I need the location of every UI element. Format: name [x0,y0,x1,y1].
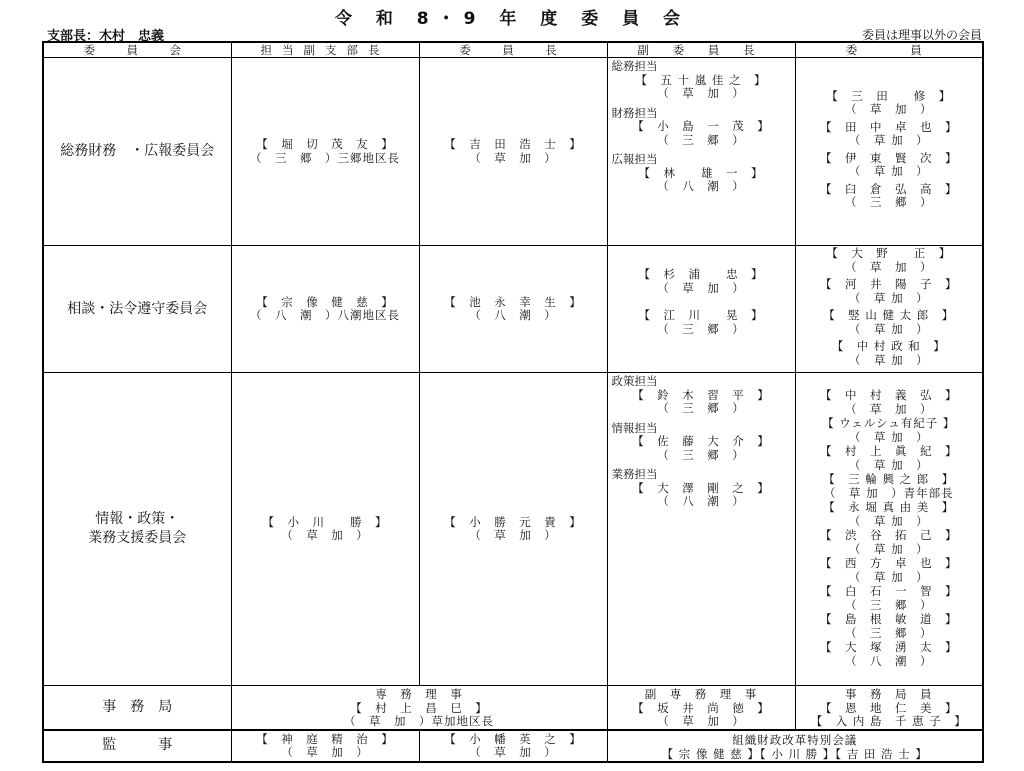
vice-executive-director-title: 副 専 務 理 事 [644,687,758,701]
member-place: （ 草 加 ） [845,259,933,274]
auditor-label [43,730,231,762]
secretariat-row [43,686,983,730]
person-name: 【 小 島 一 茂 】 [632,119,770,133]
member-entry [796,278,983,305]
person-name: 【 池 永 幸 生 】 [444,294,582,309]
person-place: （ 八 潮 ） [657,179,745,193]
executive-director-place: （ 草 加 ）草加地区長 [344,714,494,728]
person-name: 【 鈴 木 習 平 】 [632,387,770,402]
member-entry [796,309,983,336]
person-place: （ 八 潮 ）八潮地区長 [250,308,400,322]
person-name: 【 杉 浦 忠 】 [638,267,764,281]
member-entry [796,501,983,528]
auditor-2-place: （ 草 加 ） [469,745,557,759]
member-place: （ 草 加 ）青年部長 [823,485,954,500]
member-name: 【 白 石 一 智 】 [820,584,958,598]
member-place: （ 草 加 ） [848,541,929,556]
member-place: （ 三 郷 ） [845,195,933,209]
member-entry [796,90,983,117]
vice-executive-director-name: 【 坂 井 尚 徳 】 [632,700,770,715]
auditor-2-name: 【 小 幡 英 之 】 [444,731,582,746]
member-entry [796,389,983,416]
member-entry [796,557,983,584]
member-name: 【 河 井 陽 子 】 [820,277,958,291]
vice-chair-cell [607,246,795,373]
auditor-row [43,730,983,762]
member-name: 【 三 田 修 】 [826,88,952,103]
vice-executive-director-cell [607,686,795,730]
committee-table [42,41,984,763]
member-name: 【 臼 倉 弘 高 】 [820,181,958,196]
person-name: 【 小 勝 元 貴 】 [444,514,582,529]
auditor-2-cell [419,730,607,762]
person-place: （ 八 潮 ） [469,308,557,322]
member-entry [796,183,983,210]
vice-chair-entry [608,422,795,463]
vice-chair-role: 広報担当 [611,152,658,166]
chair-cell [419,246,607,373]
secretariat-staff-1: 【 恩 地 仁 美 】 [820,700,958,715]
vice-chair-role: 業務担当 [611,467,658,481]
vice-chair-cell [607,373,795,686]
member-name: 【 伊 東 賢 次 】 [820,150,958,165]
special-council-title: 組織財政改革特別会議 [732,732,858,747]
member-entry [796,340,983,367]
header-members: 委 員 [795,42,983,58]
member-entry [796,585,983,612]
member-place: （ 草 加 ） [848,133,929,147]
member-name: 【 島 根 敏 道 】 [820,612,958,626]
vice-chair-role: 政策担当 [611,374,658,388]
header-row [43,42,983,58]
header-vice-branch-head: 担当副支部長 [231,42,419,58]
member-place: （ 草 加 ） [848,513,929,528]
person-entry [232,296,419,323]
member-name: 【 渋 谷 拓 己 】 [820,528,958,542]
member-place: （ 草 加 ） [848,457,929,472]
person-entry [420,516,607,543]
committee-row [43,373,983,686]
member-name: 【 三 輪 興 之 郎 】 [823,472,955,486]
member-name: 【 ウェルシュ有紀子 】 [822,416,956,430]
person-name: 【 堀 切 茂 友 】 [256,137,394,151]
person-name: 【 五 十 嵐 佳 之 】 [635,72,767,87]
branch-head: 支部長：木村 忠義 [47,29,165,44]
person-entry [232,138,419,165]
auditor-label-text: 監 事 [102,737,173,753]
person-place: （ 草 加 ） [281,528,369,542]
member-name: 【 大 野 正 】 [826,246,952,260]
person-place: （ 草 加 ） [657,280,745,295]
member-name: 【 田 中 卓 也 】 [820,119,958,134]
member-place: （ 草 加 ） [845,401,933,416]
vice-chair-entry [608,153,795,194]
vice-branch-head-cell [231,373,419,686]
secretariat-staff-cell [795,686,983,730]
vice-chair-entry [608,375,795,416]
vice-chair-role: 情報担当 [611,420,658,435]
committee-name: 情報・政策・ [95,511,180,527]
committee-name: 総務財務 ・広報委員会 [60,143,215,159]
committee-row [43,246,983,373]
vice-chair-entry [608,268,795,295]
person-name: 【 佐 藤 大 介 】 [632,434,770,448]
person-entry [232,516,419,543]
members-cell [795,246,983,373]
member-place: （ 草 加 ） [848,321,929,336]
auditor-1-name: 【 神 庭 精 治 】 [256,731,394,746]
member-place: （ 草 加 ） [848,569,929,584]
secretariat-label [43,686,231,730]
member-name: 【 村 上 眞 紀 】 [820,444,958,458]
person-place: （ 草 加 ） [469,528,557,542]
vice-chair-entry [608,468,795,509]
member-entry [796,152,983,179]
person-place: （ 三 郷 ） [657,401,745,415]
vice-chair-role: 財務担当 [611,105,658,120]
person-place: （ 三 郷 ） [657,447,745,462]
committee-name: 相談・法令遵守委員会 [67,300,208,317]
person-name: 【 宗 像 健 慈 】 [256,294,394,309]
person-place: （ 草 加 ） [657,86,745,100]
executive-director-name: 【 村 上 昌 巳 】 [350,700,488,715]
person-place: （ 草 加 ） [469,150,557,165]
member-name: 【 中 村 政 和 】 [831,339,946,353]
vice-branch-head-cell [231,246,419,373]
member-entry [796,613,983,640]
member-entry [796,121,983,148]
person-name: 【 大 澤 剛 之 】 [632,480,770,495]
person-name: 【 小 川 勝 】 [262,514,388,529]
vice-branch-head-cell [231,58,419,246]
member-name: 【 西 方 卓 也 】 [820,556,958,570]
committee-name-cell [43,58,231,246]
member-place: （ 三 郷 ） [845,625,933,640]
auditor-1-cell [231,730,419,762]
person-entry [420,296,607,323]
header-committee: 委 員 会 [43,42,231,58]
special-council-cell [607,730,983,762]
executive-director-title: 専 務 理 事 [375,687,463,701]
vice-chair-role: 総務担当 [611,59,658,73]
chair-cell [419,58,607,246]
member-entry [796,445,983,472]
vice-chair-entry [608,60,795,101]
committee-name-cell [43,373,231,686]
header-chair: 委 員 長 [419,42,607,58]
member-entry [796,417,983,444]
person-entry [420,138,607,165]
executive-director-cell [231,686,607,730]
member-place: （ 草 加 ） [848,164,929,178]
vice-chair-cell [607,58,795,246]
member-entry [796,641,983,668]
member-entry [796,473,983,500]
member-place: （ 草 加 ） [848,352,929,367]
auditor-1-place: （ 草 加 ） [281,745,369,759]
member-name: 【 中 村 義 弘 】 [820,388,958,402]
person-name: 【 吉 田 浩 士 】 [444,137,582,151]
person-name: 【 江 川 晃 】 [638,308,764,322]
member-place: （ 草 加 ） [845,102,933,116]
secretariat-staff-2: 【 入 内 島 千 恵 子 】 [810,714,967,728]
person-place: （ 三 郷 ）三郷地区長 [250,150,400,165]
member-entry [796,529,983,556]
members-cell [795,373,983,686]
chair-cell [419,373,607,686]
member-name: 【 永 堀 真 由 美 】 [823,500,955,514]
member-note: 委員は理事以外の会員 [861,28,982,42]
committee-name: 業務支援委員会 [88,530,187,546]
member-name: 【 竪 山 健 太 郎 】 [823,308,955,322]
person-name: 【 林 雄 一 】 [638,165,764,180]
committee-name-cell [43,246,231,373]
member-name: 【 大 塚 湧 太 】 [820,640,958,654]
member-entry [796,247,983,274]
vice-chair-entry [608,309,795,336]
member-place: （ 草 加 ） [848,290,929,305]
person-place: （ 三 郷 ） [657,321,745,336]
members-cell [795,58,983,246]
vice-chair-entry [608,107,795,148]
header-vice-chair: 副 委 員 長 [607,42,795,58]
secretariat-staff-title: 事 務 局 員 [845,687,933,701]
special-council-members: 【 宗 像 健 慈 】【 小 川 勝 】【 吉 田 浩 士 】 [661,746,928,761]
member-place: （ 三 郷 ） [845,597,933,612]
person-place: （ 三 郷 ） [657,132,745,147]
member-place: （ 八 潮 ） [845,653,933,668]
committee-row [43,58,983,246]
page-title: 令 和 8・9 年 度 委 員 会 [334,9,690,29]
secretariat-label-text: 事 務 局 [102,698,173,715]
member-place: （ 草 加 ） [848,429,929,444]
vice-executive-director-place: （ 草 加 ） [657,714,745,728]
person-place: （ 八 潮 ） [657,494,745,508]
